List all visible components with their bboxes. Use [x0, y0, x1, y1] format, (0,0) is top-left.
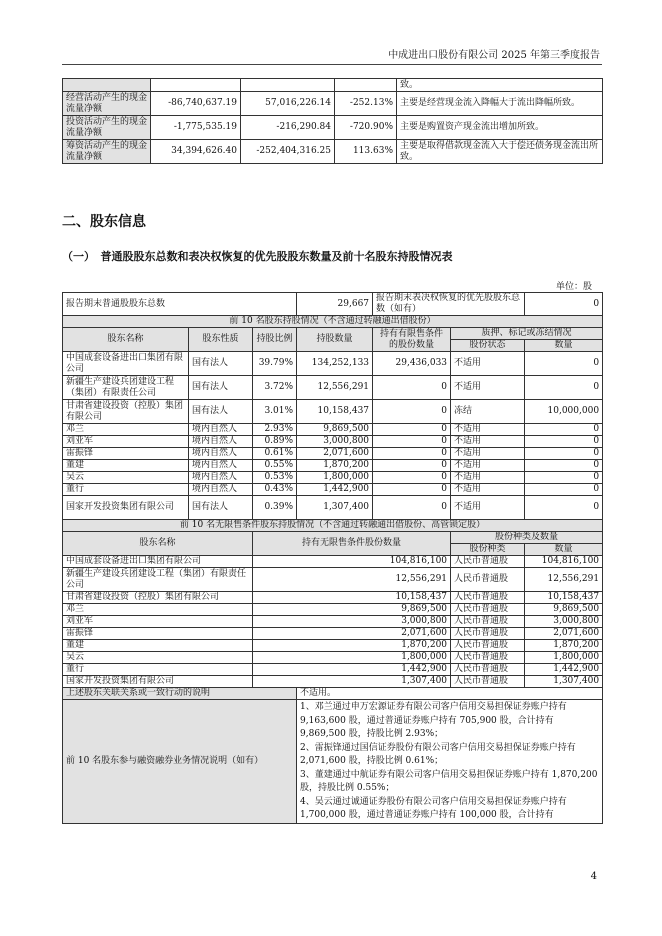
share-count: 1,870,200: [525, 640, 603, 652]
holder-name: 雷振锋: [63, 448, 189, 460]
change-percent: -720.90%: [335, 116, 397, 140]
holder-qty: 1,800,000: [253, 652, 451, 664]
share-count: 10,158,437: [525, 592, 603, 604]
row-label: 经营活动产生的现金流量净额: [63, 92, 151, 116]
holder-name: 国家开发投资集团有限公司: [63, 496, 189, 520]
share-count: 9,869,500: [525, 604, 603, 616]
margin-note: 1、邓兰通过申万宏源证券有限公司客户信用交易担保证券账户持有 9,163,600 股，通过普通证券账户持有 705,900 股，合计持有 9,869,500 股，持股比例 2.93%；: [300, 702, 567, 739]
row-label: [63, 79, 151, 92]
holder-status: 不适用: [451, 448, 525, 460]
holder-status: 冻结: [451, 400, 525, 424]
shareholder-row: [63, 424, 603, 436]
related-label: 上述股东关联关系或一致行动的说明: [63, 688, 297, 700]
holder-nature: 境内自然人: [189, 436, 253, 448]
holder-status: 不适用: [451, 436, 525, 448]
col-count: 数量: [525, 340, 603, 352]
share-kind: 人民币普通股: [451, 616, 525, 628]
holder-nature: 国有法人: [189, 400, 253, 424]
unrestricted-row: [63, 604, 603, 616]
shareholder-row: [63, 376, 603, 400]
pref-holders-value: 0: [525, 293, 603, 316]
holder-name: 吴云: [63, 652, 253, 664]
holder-name: 董建: [63, 640, 253, 652]
unrestricted-row: [63, 652, 603, 664]
change-percent: [335, 79, 397, 92]
holder-status: 不适用: [451, 376, 525, 400]
holder-restricted: 0: [373, 448, 451, 460]
holder-restricted: 0: [373, 472, 451, 484]
shareholder-row: [63, 448, 603, 460]
holder-qty: 10,158,437: [297, 400, 373, 424]
share-kind: 人民币普通股: [451, 640, 525, 652]
holder-name: 刘亚军: [63, 616, 253, 628]
holder-name: 董行: [63, 484, 189, 496]
prior-period-value: [241, 79, 335, 92]
holder-status: 不适用: [451, 424, 525, 436]
cashflow-row: [63, 79, 603, 92]
current-period-value: [151, 79, 241, 92]
holder-ratio: 0.55%: [253, 460, 297, 472]
holder-status: 不适用: [451, 460, 525, 472]
shareholder-row: [63, 436, 603, 448]
col-pledge: 质押、标记或冻结情况: [451, 328, 603, 340]
holder-qty: 1,307,400: [253, 676, 451, 688]
unrestricted-row: [63, 592, 603, 604]
total-holders-label: 报告期末普通股股东总数: [63, 293, 297, 316]
holder-qty: 9,869,500: [297, 424, 373, 436]
holder-qty: 104,816,100: [253, 556, 451, 568]
holder-name: 新疆生产建设兵团建设工程（集团）有限责任公司: [63, 376, 189, 400]
unrestricted-row: [63, 568, 603, 592]
holder-qty: 2,071,600: [297, 448, 373, 460]
holder-status: 不适用: [451, 352, 525, 376]
holder-nature: 境内自然人: [189, 460, 253, 472]
change-reason: 致。: [397, 79, 603, 92]
holder-name: 邓兰: [63, 424, 189, 436]
share-kind: 人民币普通股: [451, 556, 525, 568]
change-percent: -252.13%: [335, 92, 397, 116]
holder-qty: 1,870,200: [297, 460, 373, 472]
col-u-kind: 股份种类: [451, 544, 525, 556]
header-divider: [62, 64, 602, 65]
holder-restricted: 0: [373, 400, 451, 424]
col-nature: 股东性质: [189, 328, 253, 352]
share-kind: 人民币普通股: [451, 628, 525, 640]
row-label: 筹资活动产生的现金流量净额: [63, 140, 151, 164]
shareholder-row: [63, 352, 603, 376]
col-u-type: 股份种类及数量: [451, 532, 603, 544]
share-kind: 人民币普通股: [451, 676, 525, 688]
holder-qty: 134,252,133: [297, 352, 373, 376]
share-count: 1,800,000: [525, 652, 603, 664]
holder-ratio: 0.39%: [253, 496, 297, 520]
page-number: 4: [590, 871, 597, 882]
shareholder-row: [63, 496, 603, 520]
share-count: 1,307,400: [525, 676, 603, 688]
holder-restricted: 0: [373, 460, 451, 472]
margin-note: 2、雷振锋通过国信证券股份有限公司客户信用交易担保证券账户持有 2,071,600 股，持股比例 0.61%；: [300, 742, 576, 766]
holder-name: 甘肃省建设投资（控股）集团有限公司: [63, 592, 253, 604]
holder-nature: 境内自然人: [189, 448, 253, 460]
holder-ratio: 0.43%: [253, 484, 297, 496]
holder-nature: 国有法人: [189, 352, 253, 376]
share-kind: 人民币普通股: [451, 604, 525, 616]
holder-name: 董建: [63, 460, 189, 472]
unrestricted-row: [63, 556, 603, 568]
change-percent: 113.63%: [335, 140, 397, 164]
holder-qty: 1,307,400: [297, 496, 373, 520]
holder-nature: 境内自然人: [189, 484, 253, 496]
share-kind: 人民币普通股: [451, 568, 525, 592]
col-ratio: 持股比例: [253, 328, 297, 352]
share-count: 12,556,291: [525, 568, 603, 592]
holder-count: 0: [525, 424, 603, 436]
holder-restricted: 0: [373, 424, 451, 436]
holder-ratio: 39.79%: [253, 352, 297, 376]
holder-ratio: 2.93%: [253, 424, 297, 436]
holder-ratio: 3.01%: [253, 400, 297, 424]
holder-qty: 10,158,437: [253, 592, 451, 604]
holder-ratio: 0.61%: [253, 448, 297, 460]
holder-nature: 境内自然人: [189, 424, 253, 436]
unit-label: 单位：股: [555, 282, 592, 292]
holder-name: 董行: [63, 664, 253, 676]
margin-notes: [297, 700, 603, 824]
holder-status: 不适用: [451, 496, 525, 520]
share-count: 2,071,600: [525, 628, 603, 640]
unrestricted-row: [63, 664, 603, 676]
holder-count: 0: [525, 436, 603, 448]
holder-qty: 3,000,800: [253, 616, 451, 628]
cashflow-table: [62, 78, 603, 164]
margin-note: 3、董建通过中航证券有限公司客户信用交易担保证券账户持有 1,870,200 股，持股比例 0.55%；: [300, 769, 598, 793]
holder-qty: 1,442,900: [297, 484, 373, 496]
col-restricted: 持有有限售条件的股份数量: [373, 328, 451, 352]
shareholder-row: [63, 484, 603, 496]
holder-restricted: 0: [373, 436, 451, 448]
share-kind: 人民币普通股: [451, 592, 525, 604]
col-u-count: 数量: [525, 544, 603, 556]
holder-qty: 9,869,500: [253, 604, 451, 616]
unrestricted-title: 前 10 名无限售条件股东持股情况（不含通过转融通出借股份、高管锁定股）: [63, 520, 603, 532]
unrestricted-row: [63, 676, 603, 688]
section-subtitle: （一） 普通股股东总数和表决权恢复的优先股股东数量及前十名股东持股情况表: [62, 250, 453, 263]
cashflow-body: [63, 79, 603, 164]
shareholder-row: [63, 400, 603, 424]
share-kind: 人民币普通股: [451, 652, 525, 664]
change-reason: 主要是经营现金流入降幅大于流出降幅所致。: [397, 92, 603, 116]
unrestricted-row: [63, 616, 603, 628]
holder-name: 刘亚军: [63, 436, 189, 448]
holder-qty: 2,071,600: [253, 628, 451, 640]
holder-count: 0: [525, 460, 603, 472]
holder-qty: 12,556,291: [253, 568, 451, 592]
report-header: 中成进出口股份有限公司 2025 年第三季度报告: [388, 50, 600, 61]
holder-restricted: 0: [373, 484, 451, 496]
share-count: 3,000,800: [525, 616, 603, 628]
prior-period-value: -252,404,316.25: [241, 140, 335, 164]
shareholder-table: [62, 292, 603, 824]
cashflow-row: [63, 140, 603, 164]
holder-name: 邓兰: [63, 604, 253, 616]
unrestricted-row: [63, 628, 603, 640]
holder-nature: 国有法人: [189, 496, 253, 520]
shareholder-row: [63, 472, 603, 484]
holder-count: 0: [525, 352, 603, 376]
unrestricted-row: [63, 640, 603, 652]
holder-name: 中国成套设备进出口集团有限公司: [63, 556, 253, 568]
holder-qty: 1,442,900: [253, 664, 451, 676]
unrestricted-body: [63, 556, 603, 688]
change-reason: 主要是取得借款现金流入大于偿还债务现金流出所致。: [397, 140, 603, 164]
holder-status: 不适用: [451, 484, 525, 496]
col-qty: 持股数量: [297, 328, 373, 352]
top10-body: [63, 352, 603, 520]
holder-count: 0: [525, 448, 603, 460]
holder-ratio: 3.72%: [253, 376, 297, 400]
holder-name: 中国成套设备进出口集团有限公司: [63, 352, 189, 376]
holder-restricted: 0: [373, 496, 451, 520]
share-count: 1,442,900: [525, 664, 603, 676]
holder-count: 0: [525, 376, 603, 400]
holder-count: 0: [525, 472, 603, 484]
holder-qty: 12,556,291: [297, 376, 373, 400]
related-value: 不适用。: [297, 688, 603, 700]
current-period-value: -86,740,637.19: [151, 92, 241, 116]
holder-nature: 境内自然人: [189, 472, 253, 484]
holder-name: 吴云: [63, 472, 189, 484]
prior-period-value: -216,290.84: [241, 116, 335, 140]
holder-count: 0: [525, 496, 603, 520]
prior-period-value: 57,016,226.14: [241, 92, 335, 116]
holder-name: 国家开发投资集团有限公司: [63, 676, 253, 688]
pref-holders-label: 报告期末表决权恢复的优先股股东总数（如有）: [373, 293, 525, 316]
holder-restricted: 29,436,033: [373, 352, 451, 376]
total-holders-value: 29,667: [297, 293, 373, 316]
holder-ratio: 0.89%: [253, 436, 297, 448]
holder-name: 甘肃省建设投资（控股）集团有限公司: [63, 400, 189, 424]
holder-count: 10,000,000: [525, 400, 603, 424]
holder-qty: 3,000,800: [297, 436, 373, 448]
col-u-qty: 持有无限售条件股份数量: [253, 532, 451, 556]
margin-label: 前 10 名股东参与融资融券业务情况说明（如有）: [63, 700, 297, 824]
top10-title: 前 10 名股东持股情况（不含通过转融通出借股份）: [63, 316, 603, 328]
current-period-value: -1,775,535.19: [151, 116, 241, 140]
col-u-name: 股东名称: [63, 532, 253, 556]
share-count: 104,816,100: [525, 556, 603, 568]
holder-status: 不适用: [451, 472, 525, 484]
row-label: 投资活动产生的现金流量净额: [63, 116, 151, 140]
margin-note: 4、吴云通过诚通证券股份有限公司客户信用交易担保证券账户持有 1,700,000 股，通过普通证券账户持有 100,000 股，合计持有: [300, 796, 567, 820]
col-name: 股东名称: [63, 328, 189, 352]
share-kind: 人民币普通股: [451, 664, 525, 676]
cashflow-row: [63, 92, 603, 116]
section-title: 二、股东信息: [62, 214, 146, 230]
holder-count: 0: [525, 484, 603, 496]
holder-nature: 国有法人: [189, 376, 253, 400]
holder-qty: 1,800,000: [297, 472, 373, 484]
change-reason: 主要是购置资产现金流出增加所致。: [397, 116, 603, 140]
holder-ratio: 0.53%: [253, 472, 297, 484]
cashflow-row: [63, 116, 603, 140]
holder-name: 新疆生产建设兵团建设工程（集团）有限责任公司: [63, 568, 253, 592]
current-period-value: 34,394,626.40: [151, 140, 241, 164]
holder-name: 雷振锋: [63, 628, 253, 640]
holder-qty: 1,870,200: [253, 640, 451, 652]
col-status: 股份状态: [451, 340, 525, 352]
holder-restricted: 0: [373, 376, 451, 400]
shareholder-row: [63, 460, 603, 472]
